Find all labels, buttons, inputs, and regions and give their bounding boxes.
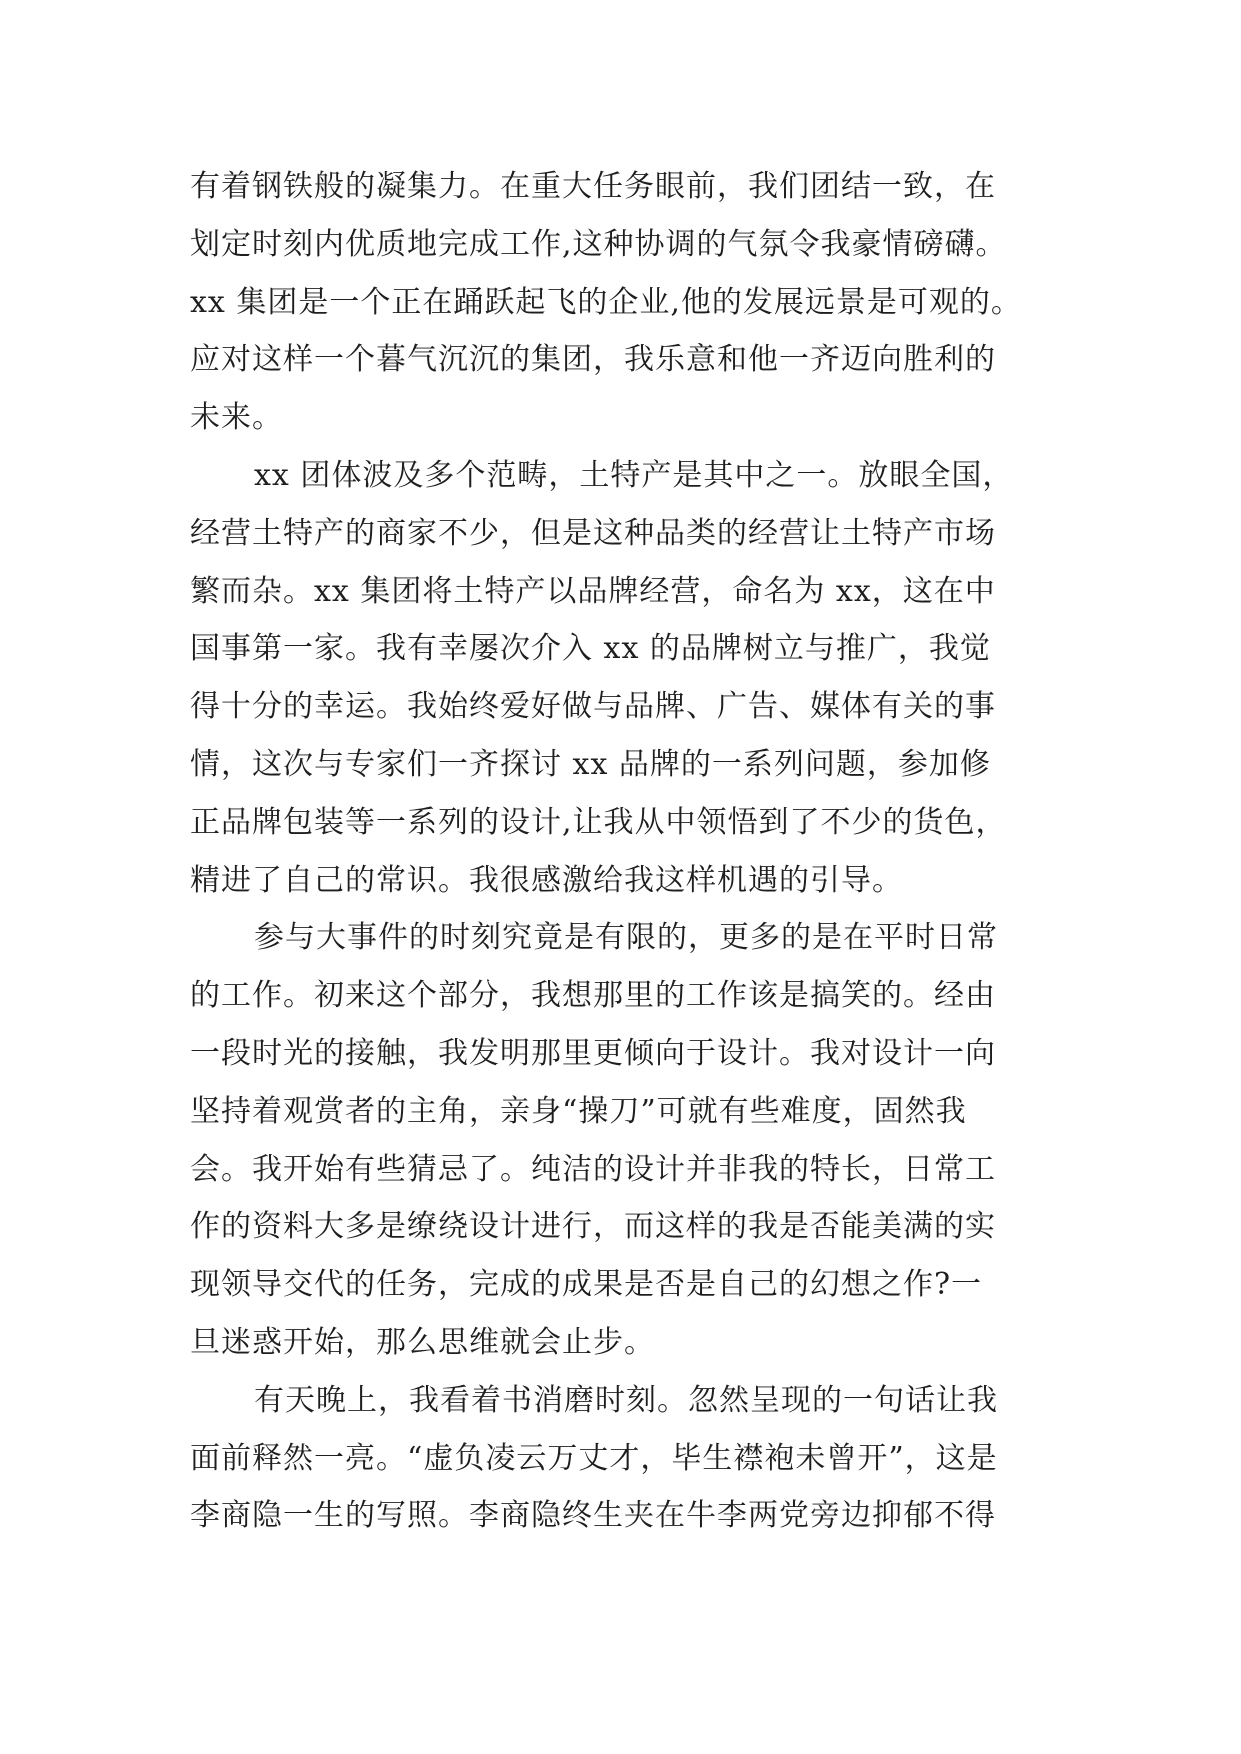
text-line: 精进了自己的常识。我很感激给我这样机遇的引导。 xyxy=(190,862,903,898)
text-line: 旦迷惑开始，那么思维就会止步。 xyxy=(190,1324,655,1360)
text-line: 坚持着观赏者的主角，亲身“操刀”可就有些难度，固然我 xyxy=(190,1093,967,1129)
text-line: 情，这次与专家们一齐探讨 xx 品牌的一系列问题，参加修 xyxy=(190,746,991,782)
paragraph-first-line: 有天晚上，我看着书消磨时刻。忽然呈现的一句话让我 xyxy=(254,1382,998,1418)
text-line: 应对这样一个暮气沉沉的集团，我乐意和他一齐迈向胜利的 xyxy=(190,342,996,378)
text-line: 李商隐一生的写照。李商隐终生夹在牛李两党旁边抑郁不得 xyxy=(190,1498,996,1534)
text-line: 有着钢铁般的凝集力。在重大任务眼前，我们团结一致，在 xyxy=(190,169,996,204)
text-line: 会。我开始有些猜忌了。纯洁的设计并非我的特长，日常工 xyxy=(190,1151,996,1187)
text-line: 的工作。初来这个部分，我想那里的工作该是搞笑的。经由 xyxy=(190,978,996,1014)
body-text xyxy=(190,158,1080,1545)
text-line: 正品牌包装等一系列的设计,让我从中领悟到了不少的货色， xyxy=(190,804,1007,840)
text-line: 一段时光的接触，我发明那里更倾向于设计。我对设计一向 xyxy=(190,1035,996,1071)
text-line: 国事第一家。我有幸屡次介入 xx 的品牌树立与推广，我觉 xyxy=(190,631,991,667)
text-line: 现领导交代的任务，完成的成果是否是自己的幻想之作?一 xyxy=(190,1267,983,1303)
text-line: xx 集团是一个正在踊跃起飞的企业,他的发展远景是可观的。 xyxy=(190,284,1022,320)
text-line: 划定时刻内优质地完成工作,这种协调的气氛令我豪情磅礴。 xyxy=(190,226,1007,262)
text-line: 作的资料大多是缭绕设计进行，而这样的我是否能美满的实 xyxy=(190,1209,996,1245)
text-line: 繁而杂。xx 集团将土特产以品牌经营，命名为 xx，这在中 xyxy=(190,573,996,609)
text-line: 得十分的幸运。我始终爱好做与品牌、广告、媒体有关的事 xyxy=(190,689,996,725)
text-line: 经营土特产的商家不少，但是这种品类的经营让土特产市场 xyxy=(190,515,996,551)
paragraph-first-line: xx 团体波及多个范畴，土特产是其中之一。放眼全国， xyxy=(254,457,1014,493)
paragraph-first-line: 参与大事件的时刻究竟是有限的，更多的是在平时日常 xyxy=(254,920,998,956)
text-line: 面前释然一亮。“虚负凌云万丈才，毕生襟袍未曾开”，这是 xyxy=(190,1440,998,1476)
text-line: 未来。 xyxy=(190,400,283,436)
